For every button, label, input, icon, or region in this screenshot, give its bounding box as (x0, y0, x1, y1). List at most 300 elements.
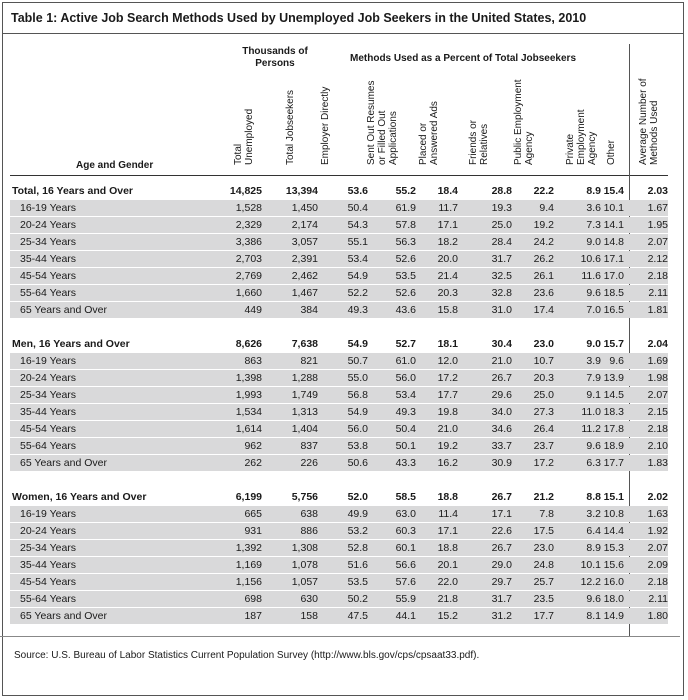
cell-value: 630 (300, 593, 318, 605)
cell-value: 1.98 (647, 372, 668, 384)
cell-value: 24.2 (533, 236, 554, 248)
cell-value: 2.11 (648, 287, 668, 299)
cell-value: 2,174 (291, 219, 318, 231)
cell-value: 18.3 (603, 406, 624, 418)
cell-value: 17.7 (437, 389, 458, 401)
cell-value: 10.7 (533, 355, 554, 367)
table-row (10, 591, 668, 607)
cell-value: 2.07 (647, 389, 668, 401)
column-header-2 (285, 90, 296, 165)
cell-value: 18.2 (437, 236, 458, 248)
row-label: 16-19 Years (20, 202, 77, 214)
row-label: 25-34 Years (20, 542, 77, 554)
table-row (10, 234, 668, 250)
cell-value: 53.6 (347, 185, 368, 197)
cell-value: 52.7 (395, 338, 416, 350)
cell-value: 962 (244, 440, 262, 452)
cell-value: 17.7 (603, 457, 624, 469)
row-label: 20-24 Years (20, 219, 77, 231)
cell-value: 1,660 (235, 287, 262, 299)
cell-value: 31.7 (491, 593, 512, 605)
footer-rule (0, 636, 680, 637)
cell-value: 21.8 (437, 593, 458, 605)
cell-value: 26.2 (533, 253, 554, 265)
cell-value: 262 (244, 457, 262, 469)
cell-value: 53.4 (395, 389, 416, 401)
cell-value: 47.5 (347, 610, 368, 622)
table-title-text: Active Job Search Methods Used by Unemployed Job Seekers in the United States, 2010 (60, 11, 587, 25)
cell-value: 23.7 (533, 440, 554, 452)
cell-value: 11.6 (581, 270, 601, 282)
cell-value: 27.3 (533, 406, 554, 418)
column-header-line: or Filled Out (377, 110, 388, 165)
cell-value: 665 (244, 508, 262, 520)
cell-value: 55.2 (395, 185, 416, 197)
table-row (10, 540, 668, 556)
cell-value: 49.9 (347, 508, 368, 520)
cell-value: 8.9 (586, 185, 601, 197)
cell-value: 6,199 (235, 491, 262, 503)
cell-value: 2.03 (647, 185, 668, 197)
table-row (10, 251, 668, 267)
column-header-line: Methods Used (649, 100, 660, 165)
cell-value: 2.10 (647, 440, 668, 452)
cell-value: 12.2 (580, 576, 601, 588)
cell-value: 9.6 (586, 440, 601, 452)
row-label: 35-44 Years (20, 253, 77, 265)
cell-value: 2.12 (647, 253, 668, 265)
cell-value: 1,398 (235, 372, 262, 384)
column-header-line: Employment (576, 109, 587, 165)
cell-value: 18.5 (603, 287, 624, 299)
cell-value: 21.4 (437, 270, 458, 282)
cell-value: 18.1 (437, 338, 458, 350)
cell-value: 31.2 (491, 610, 512, 622)
cell-value: 10.8 (603, 508, 624, 520)
cell-value: 43.3 (395, 457, 416, 469)
cell-value: 22.6 (491, 525, 512, 537)
cell-value: 56.8 (347, 389, 368, 401)
cell-value: 57.8 (395, 219, 416, 231)
cell-value: 10.1 (603, 202, 624, 214)
cell-value: 31.7 (491, 253, 512, 265)
cell-value: 11.7 (438, 202, 458, 214)
cell-value: 1,749 (291, 389, 318, 401)
column-header-7 (513, 79, 535, 165)
title-bar (3, 3, 683, 34)
cell-value: 16.0 (603, 576, 624, 588)
cell-value: 226 (300, 457, 318, 469)
cell-value: 19.8 (437, 406, 458, 418)
cell-value: 1.67 (647, 202, 668, 214)
column-header-line: Applications (388, 111, 399, 165)
cell-value: 15.1 (603, 491, 624, 503)
cell-value: 15.6 (603, 559, 624, 571)
cell-value: 18.9 (603, 440, 624, 452)
cell-value: 5,756 (291, 491, 318, 503)
cell-value: 23.0 (533, 338, 554, 350)
cell-value: 54.3 (347, 219, 368, 231)
cell-value: 187 (244, 610, 262, 622)
cell-value: 11.4 (438, 508, 458, 520)
cell-value: 26.1 (533, 270, 554, 282)
header-rule (10, 175, 668, 176)
table-row (10, 387, 668, 403)
column-header-line: Sent Out Resumes (366, 80, 377, 165)
cell-value: 1,392 (235, 542, 262, 554)
cell-value: 2,329 (235, 219, 262, 231)
table-total-row (10, 489, 668, 505)
cell-value: 17.4 (533, 304, 554, 316)
group-header-methods: Methods Used as a Percent of Total Jobseekers (350, 53, 577, 64)
cell-value: 14.4 (603, 525, 624, 537)
cell-value: 1,057 (291, 576, 318, 588)
table-row (10, 557, 668, 573)
cell-value: 34.6 (491, 423, 512, 435)
cell-value: 21.2 (533, 491, 554, 503)
cell-value: 1.92 (647, 525, 668, 537)
cell-value: 25.0 (491, 219, 512, 231)
column-header-10 (638, 78, 660, 165)
cell-value: 3,057 (291, 236, 318, 248)
cell-value: 13,394 (285, 185, 318, 197)
table-row (10, 268, 668, 284)
column-header-3 (320, 87, 331, 165)
table-row (10, 421, 668, 437)
cell-value: 26.7 (491, 372, 512, 384)
cell-value: 1,534 (235, 406, 262, 418)
column-header-line: Agency (524, 131, 535, 165)
cell-value: 2.15 (647, 406, 668, 418)
cell-value: 7.0 (586, 304, 601, 316)
column-header-line: Private (565, 133, 576, 165)
cell-value: 837 (300, 440, 318, 452)
cell-value: 16.5 (603, 304, 624, 316)
cell-value: 53.5 (395, 270, 416, 282)
cell-value: 1.95 (647, 219, 668, 231)
column-header-line: Agency (587, 131, 598, 165)
cell-value: 15.7 (603, 338, 624, 350)
cell-value: 52.6 (395, 253, 416, 265)
cell-value: 26.7 (491, 491, 512, 503)
cell-value: 863 (244, 355, 262, 367)
cell-value: 51.6 (347, 559, 368, 571)
cell-value: 20.3 (533, 372, 554, 384)
cell-value: 1,614 (235, 423, 262, 435)
cell-value: 29.7 (491, 576, 512, 588)
cell-value: 50.7 (347, 355, 368, 367)
cell-value: 61.9 (395, 202, 416, 214)
table-number: Table 1: (11, 11, 58, 25)
row-label: 25-34 Years (20, 389, 77, 401)
cell-value: 52.6 (395, 287, 416, 299)
row-label: 55-64 Years (20, 593, 77, 605)
table-row (10, 285, 668, 301)
cell-value: 32.5 (491, 270, 512, 282)
cell-value: 17.1 (437, 219, 458, 231)
table-row (10, 506, 668, 522)
cell-value: 1.80 (647, 610, 668, 622)
cell-value: 17.2 (533, 457, 554, 469)
cell-value: 15.8 (437, 304, 458, 316)
cell-value: 1,313 (291, 406, 318, 418)
cell-value: 1,528 (235, 202, 262, 214)
cell-value: 52.0 (347, 491, 368, 503)
cell-value: 14.9 (603, 610, 624, 622)
column-header-6 (468, 120, 490, 165)
column-header-1 (233, 109, 255, 165)
cell-value: 56.3 (395, 236, 416, 248)
cell-value: 12.0 (437, 355, 458, 367)
cell-value: 8,626 (235, 338, 262, 350)
cell-value: 60.3 (395, 525, 416, 537)
cell-value: 10.6 (580, 253, 601, 265)
cell-value: 23.0 (533, 542, 554, 554)
column-header-line: Total Jobseekers (285, 89, 296, 165)
table-total-row (10, 336, 668, 352)
cell-value: 1,288 (291, 372, 318, 384)
cell-value: 9.1 (586, 389, 601, 401)
cell-value: 384 (300, 304, 318, 316)
cell-value: 1,404 (291, 423, 318, 435)
group-header-thousands (235, 46, 315, 70)
cell-value: 57.6 (395, 576, 416, 588)
cell-value: 55.1 (347, 236, 368, 248)
cell-value: 55.0 (347, 372, 368, 384)
table-row (10, 438, 668, 454)
row-label: 55-64 Years (20, 287, 77, 299)
cell-value: 52.2 (347, 287, 368, 299)
cell-value: 158 (300, 610, 318, 622)
cell-value: 1,156 (235, 576, 262, 588)
table-row (10, 302, 668, 318)
cell-value: 29.6 (491, 389, 512, 401)
cell-value: 17.1 (437, 525, 458, 537)
cell-value: 21.0 (437, 423, 458, 435)
row-label: Men, 16 Years and Over (12, 338, 130, 350)
cell-value: 2.07 (647, 236, 668, 248)
cell-value: 9.6 (609, 355, 624, 367)
column-header-line: Answered Ads (429, 101, 440, 165)
cell-value: 2.07 (647, 542, 668, 554)
cell-value: 17.0 (603, 270, 624, 282)
cell-value: 1,467 (291, 287, 318, 299)
cell-value: 28.4 (491, 236, 512, 248)
cell-value: 56.0 (347, 423, 368, 435)
cell-value: 24.8 (533, 559, 554, 571)
cell-value: 1,078 (291, 559, 318, 571)
column-header-line: Other (606, 139, 617, 165)
cell-value: 1,169 (235, 559, 262, 571)
cell-value: 11.2 (581, 423, 601, 435)
cell-value: 8.9 (586, 542, 601, 554)
row-label: 20-24 Years (20, 372, 77, 384)
cell-value: 52.8 (347, 542, 368, 554)
cell-value: 2.11 (648, 593, 668, 605)
cell-value: 50.6 (347, 457, 368, 469)
cell-value: 53.4 (347, 253, 368, 265)
cell-value: 20.3 (437, 287, 458, 299)
cell-value: 638 (300, 508, 318, 520)
row-label: 45-54 Years (20, 423, 77, 435)
row-label: 55-64 Years (20, 440, 77, 452)
row-label: Total, 16 Years and Over (12, 185, 134, 197)
cell-value: 17.8 (603, 423, 624, 435)
cell-value: 2,462 (291, 270, 318, 282)
cell-value: 8.1 (586, 610, 601, 622)
cell-value: 32.8 (491, 287, 512, 299)
cell-value: 30.9 (491, 457, 512, 469)
cell-value: 54.9 (347, 270, 368, 282)
cell-value: 56.6 (395, 559, 416, 571)
cell-value: 17.7 (533, 610, 554, 622)
row-label: 20-24 Years (20, 525, 77, 537)
cell-value: 31.0 (491, 304, 512, 316)
cell-value: 7.9 (586, 372, 601, 384)
cell-value: 49.3 (347, 304, 368, 316)
cell-value: 7.8 (539, 508, 554, 520)
column-header-line: Public Employment (513, 79, 524, 165)
cell-value: 9.6 (586, 593, 601, 605)
cell-value: 49.3 (395, 406, 416, 418)
cell-value: 17.2 (437, 372, 458, 384)
cell-value: 2.04 (647, 338, 668, 350)
cell-value: 2.02 (647, 491, 668, 503)
cell-value: 19.3 (491, 202, 512, 214)
cell-value: 3.2 (586, 508, 601, 520)
cell-value: 50.2 (347, 593, 368, 605)
cell-value: 56.0 (395, 372, 416, 384)
table-row (10, 200, 668, 216)
row-label: 16-19 Years (20, 508, 77, 520)
row-label: 65 Years and Over (20, 610, 107, 622)
cell-value: 2.18 (647, 270, 668, 282)
cell-value: 13.9 (603, 372, 624, 384)
cell-value: 3,386 (235, 236, 262, 248)
cell-value: 53.8 (347, 440, 368, 452)
cell-value: 28.8 (491, 185, 512, 197)
cell-value: 2.18 (647, 423, 668, 435)
cell-value: 6.4 (586, 525, 601, 537)
column-header-line: Placed or (418, 122, 429, 165)
cell-value: 11.0 (581, 406, 601, 418)
cell-value: 9.6 (586, 287, 601, 299)
table-row (10, 217, 668, 233)
cell-value: 931 (244, 525, 262, 537)
cell-value: 23.6 (533, 287, 554, 299)
cell-value: 18.8 (437, 542, 458, 554)
cell-value: 14.5 (603, 389, 624, 401)
cell-value: 17.1 (603, 253, 624, 265)
cell-value: 1.69 (647, 355, 668, 367)
row-label: 45-54 Years (20, 270, 77, 282)
row-label: 65 Years and Over (20, 457, 107, 469)
cell-value: 9.4 (539, 202, 554, 214)
group-header-thousands-line2: Persons (255, 58, 295, 69)
cell-value: 29.0 (491, 559, 512, 571)
column-header-line: Average Number of (638, 78, 649, 165)
cell-value: 6.3 (586, 457, 601, 469)
column-header-line: Relatives (479, 123, 490, 165)
cell-value: 50.4 (395, 423, 416, 435)
cell-value: 15.2 (437, 610, 458, 622)
column-header-line: Unemployed (244, 108, 255, 165)
cell-value: 9.0 (586, 338, 601, 350)
cell-value: 58.5 (395, 491, 416, 503)
cell-value: 19.2 (437, 440, 458, 452)
cell-value: 63.0 (395, 508, 416, 520)
cell-value: 34.0 (491, 406, 512, 418)
cell-value: 15.3 (603, 542, 624, 554)
cell-value: 54.9 (347, 406, 368, 418)
cell-value: 61.0 (395, 355, 416, 367)
cell-value: 9.0 (586, 236, 601, 248)
cell-value: 55.9 (395, 593, 416, 605)
cell-value: 20.1 (437, 559, 458, 571)
cell-value: 18.4 (437, 185, 458, 197)
cell-value: 22.0 (437, 576, 458, 588)
source-note: Source: U.S. Bureau of Labor Statistics Current Population Survey (http://www.bls.gov/cps/cpsaat33.pdf). (14, 650, 480, 661)
cell-value: 17.1 (491, 508, 512, 520)
cell-value: 7,638 (291, 338, 318, 350)
cell-value: 26.4 (533, 423, 554, 435)
row-label: 25-34 Years (20, 236, 77, 248)
cell-value: 10.1 (580, 559, 601, 571)
column-header-line: Friends or (468, 119, 479, 165)
cell-value: 886 (300, 525, 318, 537)
cell-value: 54.9 (347, 338, 368, 350)
cell-value: 50.1 (395, 440, 416, 452)
group-header-thousands-line1: Thousands of (242, 46, 308, 57)
table-row (10, 404, 668, 420)
cell-value: 15.4 (603, 185, 624, 197)
cell-value: 20.0 (437, 253, 458, 265)
cell-value: 18.8 (437, 491, 458, 503)
table-row (10, 574, 668, 590)
cell-value: 14.8 (603, 236, 624, 248)
cell-value: 1.63 (647, 508, 668, 520)
table-row (10, 523, 668, 539)
cell-value: 14,825 (229, 185, 262, 197)
row-label: 35-44 Years (20, 559, 77, 571)
cell-value: 1,993 (235, 389, 262, 401)
cell-value: 698 (244, 593, 262, 605)
cell-value: 16.2 (437, 457, 458, 469)
cell-value: 19.2 (533, 219, 554, 231)
cell-value: 22.2 (533, 185, 554, 197)
column-header-8 (565, 109, 598, 165)
cell-value: 26.7 (491, 542, 512, 554)
cell-value: 1.83 (647, 457, 668, 469)
table-row (10, 455, 668, 471)
column-header-5 (418, 101, 440, 165)
cell-value: 449 (244, 304, 262, 316)
column-header-line: Total (233, 143, 244, 165)
row-label-header: Age and Gender (76, 160, 154, 171)
table-row (10, 353, 668, 369)
cell-value: 14.1 (603, 219, 624, 231)
cell-value: 8.8 (586, 491, 601, 503)
table-row (10, 370, 668, 386)
cell-value: 17.5 (533, 525, 554, 537)
cell-value: 25.7 (533, 576, 554, 588)
table-title (11, 11, 586, 25)
cell-value: 21.0 (491, 355, 512, 367)
cell-value: 821 (300, 355, 318, 367)
cell-value: 50.4 (347, 202, 368, 214)
cell-value: 1.81 (647, 304, 668, 316)
cell-value: 43.6 (395, 304, 416, 316)
